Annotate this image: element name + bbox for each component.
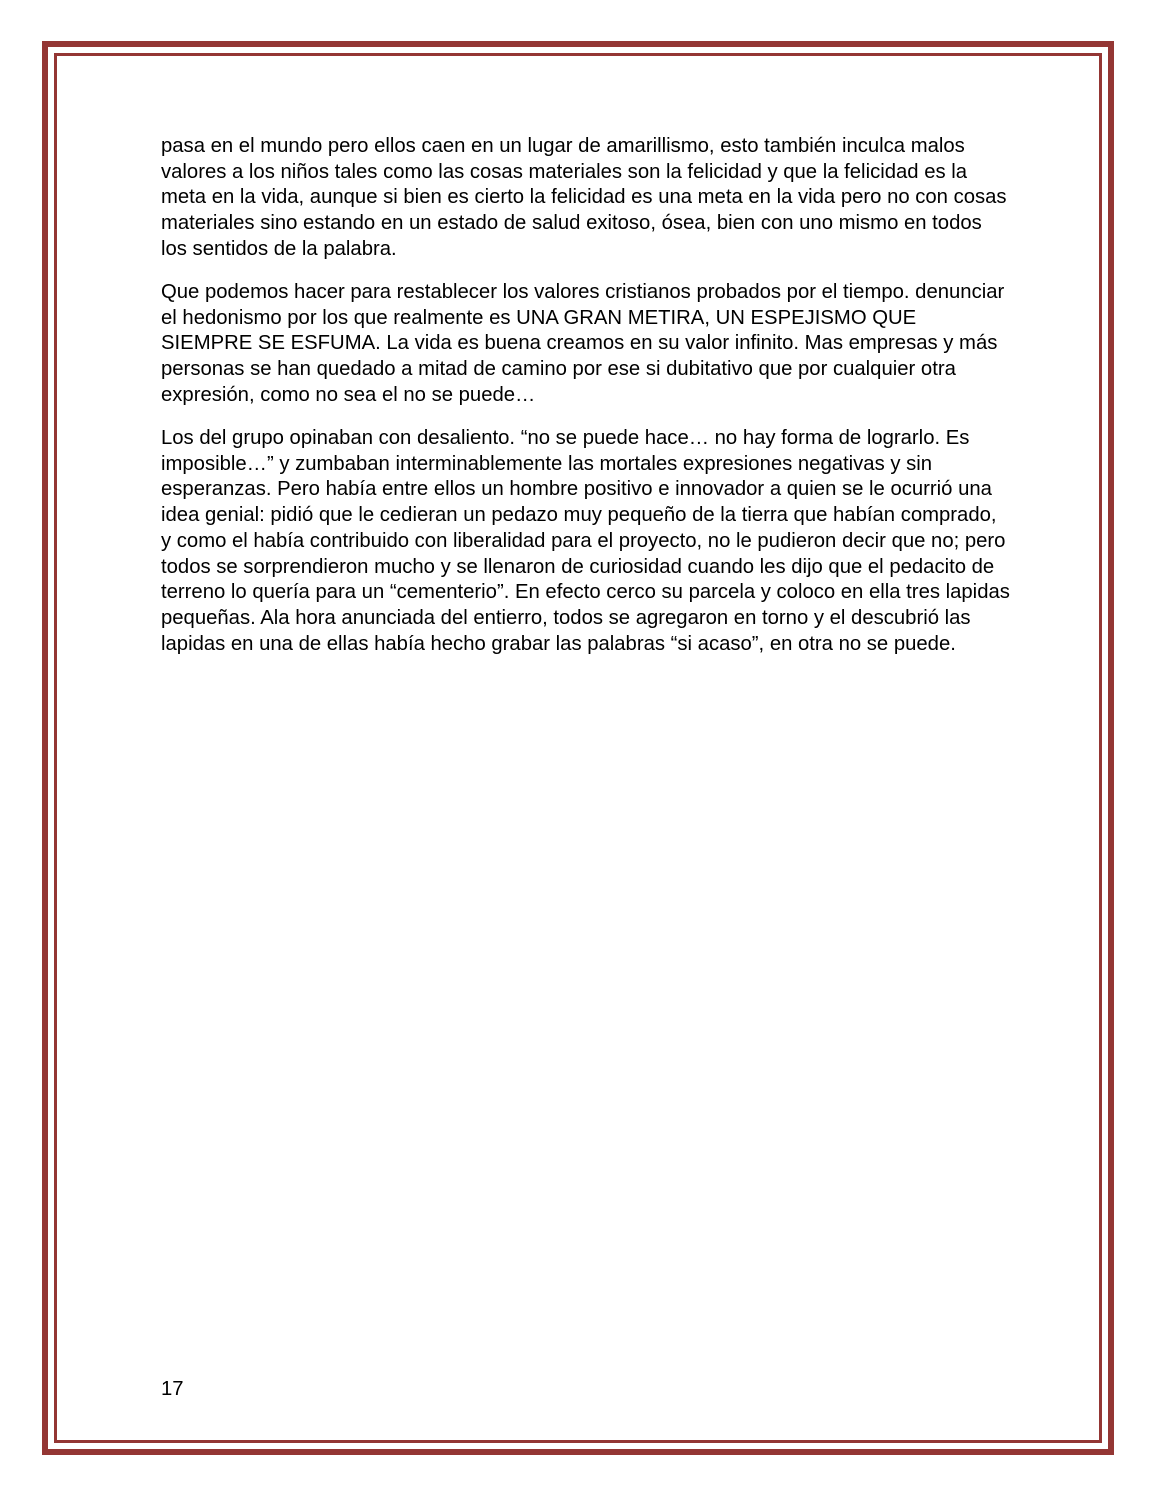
paragraph-1: pasa en el mundo pero ellos caen en un lugar de amarillismo, esto también inculca malos valores a los niños tales como las cosas materiales son la felicidad y que la felicidad es la meta en la vida, aunque si bien es cierto la felicidad es una meta en la vida pero no con cosas materiales sino estando en un estado de salud exitoso, ósea, bien con uno mismo en todos los sentidos de la palabra.	[161, 135, 1007, 260]
document-body	[161, 134, 1011, 675]
paragraph-3: Los del grupo opinaban con desaliento. “no se puede hace… no hay forma de lograrlo. Es imposible…” y zumbaban interminablemente las mortales expresiones negativas y sin esperanzas. Pero había entre ellos un hombre positivo e innovador a quien se le ocurrió una idea genial: pidió que le cedieran un pedazo muy pequeño de la tierra que habían comprado, y como el había contribuido con liberalidad para el proyecto, no le pudieron decir que no; pero todos se sorprendieron mucho y se llenaron de curiosidad cuando les dijo que el pedacito de terreno lo quería para un “cementerio”. En efecto cerco su parcela y coloco en ella tres lapidas pequeñas. Ala hora anunciada del entierro, todos se agregaron en torno y el descubrió las lapidas en una de ellas había hecho grabar las palabras “si acaso”, en otra no se puede.	[161, 427, 1010, 655]
page-number: 17	[161, 1378, 184, 1400]
paragraph-2: Que podemos hacer para restablecer los valores cristianos probados por el tiempo. denunciar el hedonismo por los que realmente es UNA GRAN METIRA, UN ESPEJISMO QUE SIEMPRE SE ESFUMA. La vida es buena creamos en su valor infinito. Mas empresas y más personas se han quedado a mitad de camino por ese si dubitativo que por cualquier otra expresión, como no sea el no se puede…	[161, 281, 1005, 406]
